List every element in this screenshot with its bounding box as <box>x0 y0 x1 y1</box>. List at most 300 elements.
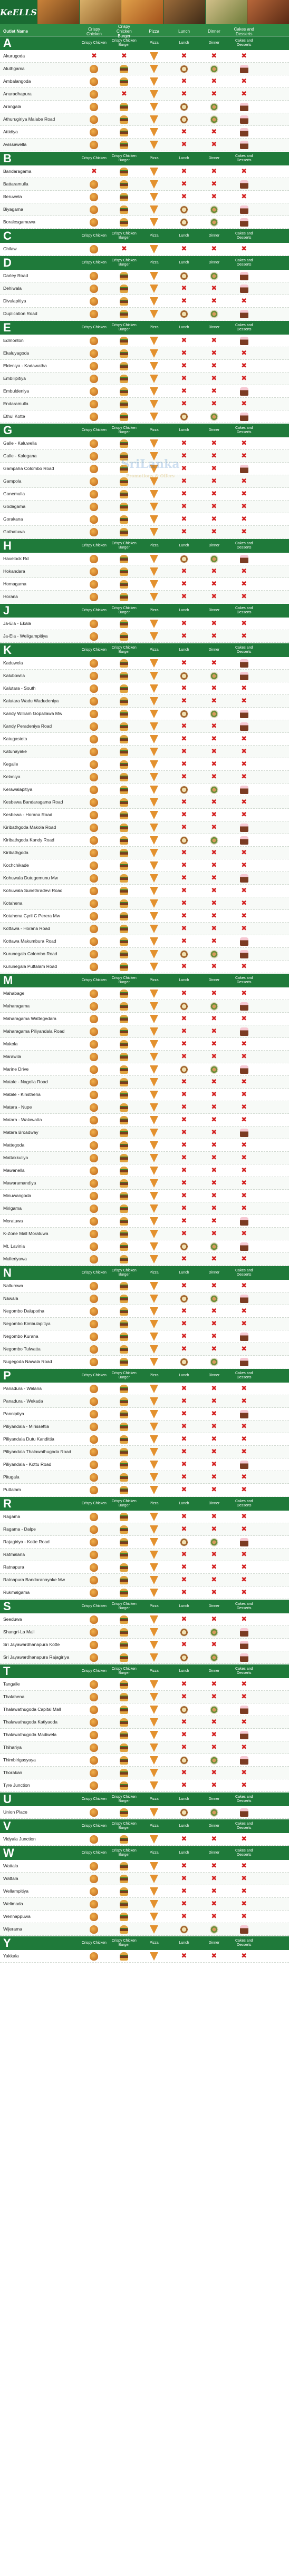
burger-icon <box>120 760 128 769</box>
outlet-name: Kochchikade <box>3 863 29 868</box>
unavailable-cell <box>169 1101 199 1113</box>
cross-icon: ✖ <box>181 362 187 370</box>
outlet-name: Anuradhapura <box>3 91 32 96</box>
outlet-row <box>0 243 289 256</box>
cross-icon: ✖ <box>241 1103 247 1111</box>
section-column-label: Dinner <box>208 1669 220 1673</box>
available-cell <box>199 203 229 216</box>
chicken-icon <box>90 465 98 473</box>
available-cell <box>109 618 139 630</box>
available-cell <box>79 178 109 190</box>
available-cell <box>229 1536 259 1548</box>
cross-icon: ✖ <box>241 90 247 98</box>
cross-icon: ✖ <box>211 620 217 628</box>
cross-icon: ✖ <box>241 439 247 447</box>
available-cell <box>79 1013 109 1025</box>
available-cell <box>79 618 109 630</box>
chicken-icon <box>90 697 98 706</box>
unavailable-cell <box>229 373 259 385</box>
burger-icon <box>120 861 128 870</box>
dessert-icon <box>240 180 248 189</box>
chicken-icon <box>90 836 98 845</box>
unavailable-cell <box>199 1051 229 1063</box>
outlet-name: Thalawathugoda Capital Mall <box>3 1707 61 1712</box>
section-letter: P <box>3 1369 11 1382</box>
outlet-name: Ambalangoda <box>3 79 31 84</box>
unavailable-cell <box>229 1691 259 1703</box>
available-cell <box>79 282 109 295</box>
burger-icon <box>120 115 128 124</box>
unavailable-cell <box>199 682 229 694</box>
pizza-icon <box>150 1345 158 1354</box>
cross-icon: ✖ <box>241 798 247 806</box>
pizza-icon <box>150 465 158 473</box>
available-cell <box>139 243 169 255</box>
available-cell <box>79 126 109 138</box>
cross-icon: ✖ <box>181 1091 187 1099</box>
available-cell <box>199 834 229 846</box>
unavailable-cell <box>169 1253 199 1265</box>
outlet-row <box>0 1729 289 1741</box>
available-cell <box>229 872 259 884</box>
available-cell <box>229 1639 259 1651</box>
burger-icon <box>120 400 128 408</box>
section-column-label: Crispy Chicken Burger <box>111 1372 137 1379</box>
pizza-icon <box>150 1435 158 1444</box>
available-cell <box>109 809 139 821</box>
available-cell <box>79 1885 109 1897</box>
outlet-row <box>0 1716 289 1729</box>
outlet-row <box>0 1586 289 1599</box>
chicken-icon <box>90 1756 98 1765</box>
section-letter: W <box>3 1846 14 1859</box>
unavailable-cell <box>199 1678 229 1690</box>
outlet-row <box>0 1240 289 1253</box>
cross-icon: ✖ <box>181 285 187 292</box>
available-cell <box>139 1536 169 1548</box>
chicken-icon <box>90 1615 98 1624</box>
outlet-name: Kottawa Makumbura Road <box>3 938 56 944</box>
available-cell <box>79 1678 109 1690</box>
available-cell <box>79 398 109 410</box>
unavailable-cell <box>169 373 199 385</box>
burger-icon <box>120 1053 128 1061</box>
cross-icon: ✖ <box>91 52 97 60</box>
available-cell <box>109 847 139 859</box>
unavailable-cell <box>199 360 229 372</box>
cross-icon: ✖ <box>241 963 247 971</box>
available-cell <box>109 360 139 372</box>
pizza-icon <box>150 887 158 895</box>
cross-icon: ✖ <box>211 285 217 292</box>
available-cell <box>139 450 169 462</box>
burger-icon <box>120 387 128 396</box>
outlet-row <box>0 961 289 973</box>
unavailable-cell <box>199 1691 229 1703</box>
unavailable-cell <box>169 1741 199 1754</box>
cross-icon: ✖ <box>211 1141 217 1149</box>
available-cell <box>109 398 139 410</box>
cross-icon: ✖ <box>181 1129 187 1137</box>
burger-icon <box>120 141 128 149</box>
cross-icon: ✖ <box>241 77 247 85</box>
unavailable-cell <box>199 923 229 935</box>
chicken-icon <box>90 1731 98 1739</box>
outlet-name: Battaramulla <box>3 181 28 187</box>
cross-icon: ✖ <box>241 1448 247 1456</box>
outlet-row <box>0 987 289 1000</box>
outlet-name: Homagama <box>3 581 26 586</box>
outlet-name: Embuldeniya <box>3 388 30 394</box>
outlet-name: Seeduwa <box>3 1617 22 1622</box>
available-cell <box>109 1177 139 1189</box>
section-column-label: Cakes and Desserts <box>235 1269 253 1277</box>
section-column-label: Crispy Chicken <box>81 41 107 45</box>
chicken-icon <box>90 1769 98 1777</box>
section-body <box>0 657 289 973</box>
pizza-icon <box>150 1513 158 1521</box>
available-cell <box>199 708 229 720</box>
unavailable-cell <box>199 50 229 62</box>
pizza-icon <box>150 387 158 396</box>
chicken-icon <box>90 1129 98 1137</box>
pizza-icon <box>150 1103 158 1112</box>
unavailable-cell <box>229 1305 259 1317</box>
cross-icon: ✖ <box>211 1192 217 1200</box>
unavailable-cell <box>229 295 259 307</box>
section-column-label: Cakes and Desserts <box>235 1939 253 1947</box>
section-column-label: Dinner <box>208 1797 220 1801</box>
burger-icon <box>120 925 128 933</box>
outlet-name: Puttalam <box>3 1487 21 1492</box>
unavailable-cell <box>229 1280 259 1292</box>
section-column-label: Crispy Chicken <box>81 1374 107 1377</box>
outlet-row <box>0 1089 289 1101</box>
burger-icon <box>120 180 128 189</box>
unavailable-cell <box>169 578 199 590</box>
outlet-name: Kohuwala Sunethradevi Road <box>3 888 63 893</box>
available-cell <box>79 1228 109 1240</box>
dinner-icon <box>210 115 218 124</box>
outlet-name: Galle - Kalegana <box>3 453 37 458</box>
burger-icon <box>120 375 128 383</box>
burger-icon <box>120 1002 128 1011</box>
outlet-name: Wijerama <box>3 1926 22 1932</box>
outlet-row <box>0 450 289 463</box>
cross-icon: ✖ <box>181 128 187 136</box>
pizza-icon <box>150 1116 158 1124</box>
cross-icon: ✖ <box>241 760 247 768</box>
unavailable-cell <box>199 1471 229 1483</box>
unavailable-cell <box>169 1152 199 1164</box>
pizza-icon <box>150 1538 158 1546</box>
available-cell <box>139 1343 169 1355</box>
cross-icon: ✖ <box>211 1513 217 1521</box>
section-body <box>0 1383 289 1496</box>
cross-icon: ✖ <box>241 375 247 383</box>
available-cell <box>79 847 109 859</box>
burger-icon <box>120 272 128 280</box>
cross-icon: ✖ <box>181 1900 187 1908</box>
available-cell <box>79 1741 109 1754</box>
pizza-icon <box>150 632 158 641</box>
available-cell <box>79 670 109 682</box>
outlet-name: Ratmalana <box>3 1552 25 1557</box>
available-cell <box>109 1574 139 1586</box>
cross-icon: ✖ <box>241 697 247 705</box>
cross-icon: ✖ <box>211 1078 217 1086</box>
available-cell <box>229 1292 259 1305</box>
unavailable-cell <box>169 1202 199 1214</box>
cross-icon: ✖ <box>241 925 247 933</box>
chicken-icon <box>90 180 98 189</box>
unavailable-cell <box>199 1305 229 1317</box>
cross-icon: ✖ <box>241 1744 247 1751</box>
available-cell <box>199 101 229 113</box>
dessert-icon <box>240 836 248 845</box>
food-photo <box>205 0 247 24</box>
outlet-name: Ragama <box>3 1514 21 1519</box>
available-cell <box>79 373 109 385</box>
available-cell <box>139 50 169 62</box>
outlet-name: Nugegoda Nawala Road <box>3 1359 52 1364</box>
chicken-icon <box>90 1040 98 1049</box>
outlet-name: Matale - Kinstheria <box>3 1092 41 1097</box>
chicken-icon <box>90 1641 98 1649</box>
available-cell <box>109 295 139 307</box>
letter-header <box>0 256 289 270</box>
outlet-name: Ganemulla <box>3 491 25 496</box>
cross-icon: ✖ <box>181 297 187 305</box>
outlet-name: Thorakan <box>3 1770 22 1775</box>
unavailable-cell <box>169 859 199 871</box>
cross-icon: ✖ <box>181 874 187 882</box>
available-cell <box>139 1639 169 1651</box>
cross-icon: ✖ <box>181 452 187 460</box>
cross-icon: ✖ <box>211 1053 217 1061</box>
outlet-row <box>0 101 289 113</box>
section-column-label: Dinner <box>208 428 220 432</box>
available-cell <box>139 1000 169 1012</box>
pizza-icon <box>150 912 158 920</box>
outlet-name: Welimada <box>3 1901 23 1906</box>
available-cell <box>139 1202 169 1214</box>
available-cell <box>139 961 169 973</box>
unavailable-cell <box>229 1586 259 1599</box>
available-cell <box>229 216 259 228</box>
pizza-icon <box>150 760 158 769</box>
cross-icon: ✖ <box>211 387 217 395</box>
outlet-row <box>0 1639 289 1651</box>
available-cell <box>169 113 199 125</box>
available-cell <box>139 682 169 694</box>
outlet-name: Mawaramandiya <box>3 1180 36 1186</box>
outlet-name: Piliyandala Thalawathugoda Road <box>3 1449 71 1454</box>
lunch-icon <box>180 1756 188 1765</box>
outlet-name: Kesbewa Bandaragama Road <box>3 799 63 805</box>
outlet-row <box>0 1536 289 1549</box>
outlet-name: Kurunegala Colombo Road <box>3 951 57 956</box>
available-cell <box>139 1127 169 1139</box>
pizza-icon <box>150 90 158 99</box>
outlet-name: Galle - Kaluwella <box>3 440 37 446</box>
unavailable-cell <box>169 695 199 707</box>
section-column-label: Crispy Chicken Burger <box>111 324 137 331</box>
cross-icon: ✖ <box>241 452 247 460</box>
unavailable-cell <box>199 1767 229 1779</box>
outlet-name: Nawala <box>3 1296 18 1301</box>
burger-icon <box>120 773 128 781</box>
available-cell <box>139 1923 169 1935</box>
section-column-label: Pizza <box>149 648 159 652</box>
burger-icon <box>120 1653 128 1662</box>
available-cell <box>139 591 169 603</box>
chicken-icon <box>90 141 98 149</box>
unavailable-cell <box>229 923 259 935</box>
pizza-icon <box>150 1525 158 1534</box>
pizza-icon <box>150 1333 158 1341</box>
outlet-name: Pitugala <box>3 1474 20 1480</box>
available-cell <box>109 682 139 694</box>
unavailable-cell <box>229 1678 259 1690</box>
outlet-row <box>0 526 289 538</box>
unavailable-cell <box>169 526 199 538</box>
available-cell <box>169 670 199 682</box>
cross-icon: ✖ <box>241 1887 247 1895</box>
lunch-icon <box>180 1002 188 1011</box>
available-cell <box>229 1356 259 1368</box>
available-cell <box>79 695 109 707</box>
available-cell <box>109 1626 139 1638</box>
burger-icon <box>120 1693 128 1701</box>
cross-icon: ✖ <box>211 362 217 370</box>
dinner-icon <box>210 103 218 111</box>
burger-icon <box>120 1204 128 1213</box>
available-cell <box>109 1613 139 1625</box>
unavailable-cell <box>199 1190 229 1202</box>
cross-icon: ✖ <box>181 1116 187 1124</box>
chicken-icon <box>90 245 98 253</box>
burger-icon <box>120 555 128 563</box>
available-cell <box>139 1833 169 1845</box>
available-cell <box>79 1639 109 1651</box>
burger-icon <box>120 1423 128 1431</box>
outlet-name: Beruwela <box>3 194 22 199</box>
available-cell <box>229 1063 259 1075</box>
unavailable-cell <box>199 1574 229 1586</box>
unavailable-cell <box>229 695 259 707</box>
unavailable-cell <box>169 1549 199 1561</box>
pizza-icon <box>150 899 158 908</box>
outlet-row <box>0 1292 289 1305</box>
pizza-icon <box>150 180 158 189</box>
pizza-icon <box>150 528 158 536</box>
available-cell <box>229 1000 259 1012</box>
available-cell <box>109 1240 139 1252</box>
outlet-row <box>0 1574 289 1586</box>
burger-icon <box>120 310 128 318</box>
cross-icon: ✖ <box>211 128 217 136</box>
pizza-icon <box>150 1551 158 1559</box>
pizza-icon <box>150 1091 158 1099</box>
unavailable-cell <box>169 733 199 745</box>
available-cell <box>109 1063 139 1075</box>
burger-icon <box>120 580 128 589</box>
outlet-name: Edmonton <box>3 338 24 343</box>
pizza-icon <box>150 375 158 383</box>
available-cell <box>109 1013 139 1025</box>
pizza-icon <box>150 593 158 601</box>
cross-icon: ✖ <box>241 1473 247 1481</box>
outlet-name: Kotahena <box>3 900 23 906</box>
available-cell <box>139 1484 169 1496</box>
cross-icon: ✖ <box>211 1769 217 1777</box>
cross-icon: ✖ <box>211 1435 217 1443</box>
available-cell <box>139 1076 169 1088</box>
section-column-label: Lunch <box>179 1669 189 1673</box>
outlet-row <box>0 1651 289 1664</box>
burger-icon <box>120 193 128 201</box>
outlet-name: Kandy William Gopallawa Mw <box>3 711 62 716</box>
available-cell <box>229 463 259 475</box>
available-cell <box>139 282 169 295</box>
pizza-icon <box>150 1693 158 1701</box>
available-cell <box>139 885 169 897</box>
available-cell <box>109 1703 139 1716</box>
cross-icon: ✖ <box>241 1551 247 1559</box>
cross-icon: ✖ <box>181 1693 187 1701</box>
available-cell <box>79 1063 109 1075</box>
outlet-name: Kiribathgoda Kandy Road <box>3 837 54 843</box>
outlet-row <box>0 1330 289 1343</box>
pizza-icon <box>150 1473 158 1482</box>
available-cell <box>109 270 139 282</box>
burger-icon <box>120 836 128 845</box>
section-column-label: Crispy Chicken <box>81 234 107 238</box>
available-cell <box>139 1678 169 1690</box>
outlet-row <box>0 385 289 398</box>
letter-header <box>0 603 289 618</box>
pizza-icon <box>150 1255 158 1263</box>
burger-icon <box>120 1217 128 1226</box>
outlet-row <box>0 1779 289 1792</box>
pizza-icon <box>150 1563 158 1572</box>
chicken-icon <box>90 1576 98 1584</box>
burger-icon <box>120 899 128 908</box>
available-cell <box>109 1586 139 1599</box>
unavailable-cell <box>199 165 229 178</box>
outlet-row <box>0 1253 289 1266</box>
section-column-label: Dinner <box>208 648 220 652</box>
cross-icon: ✖ <box>241 1769 247 1777</box>
section-column-label: Lunch <box>179 234 189 238</box>
section-column-label: Lunch <box>179 41 189 45</box>
unavailable-cell <box>229 1202 259 1214</box>
pizza-icon <box>150 349 158 358</box>
unavailable-cell <box>169 618 199 630</box>
unavailable-cell <box>169 847 199 859</box>
section-column-label: Cakes and Desserts <box>235 1602 253 1610</box>
lunch-icon <box>180 1242 188 1251</box>
cross-icon: ✖ <box>181 1448 187 1456</box>
available-cell <box>109 1202 139 1214</box>
available-cell <box>139 1458 169 1471</box>
unavailable-cell <box>169 1228 199 1240</box>
available-cell <box>109 347 139 359</box>
outlet-row <box>0 1038 289 1051</box>
available-cell <box>79 1911 109 1923</box>
dinner-icon <box>210 1242 218 1251</box>
